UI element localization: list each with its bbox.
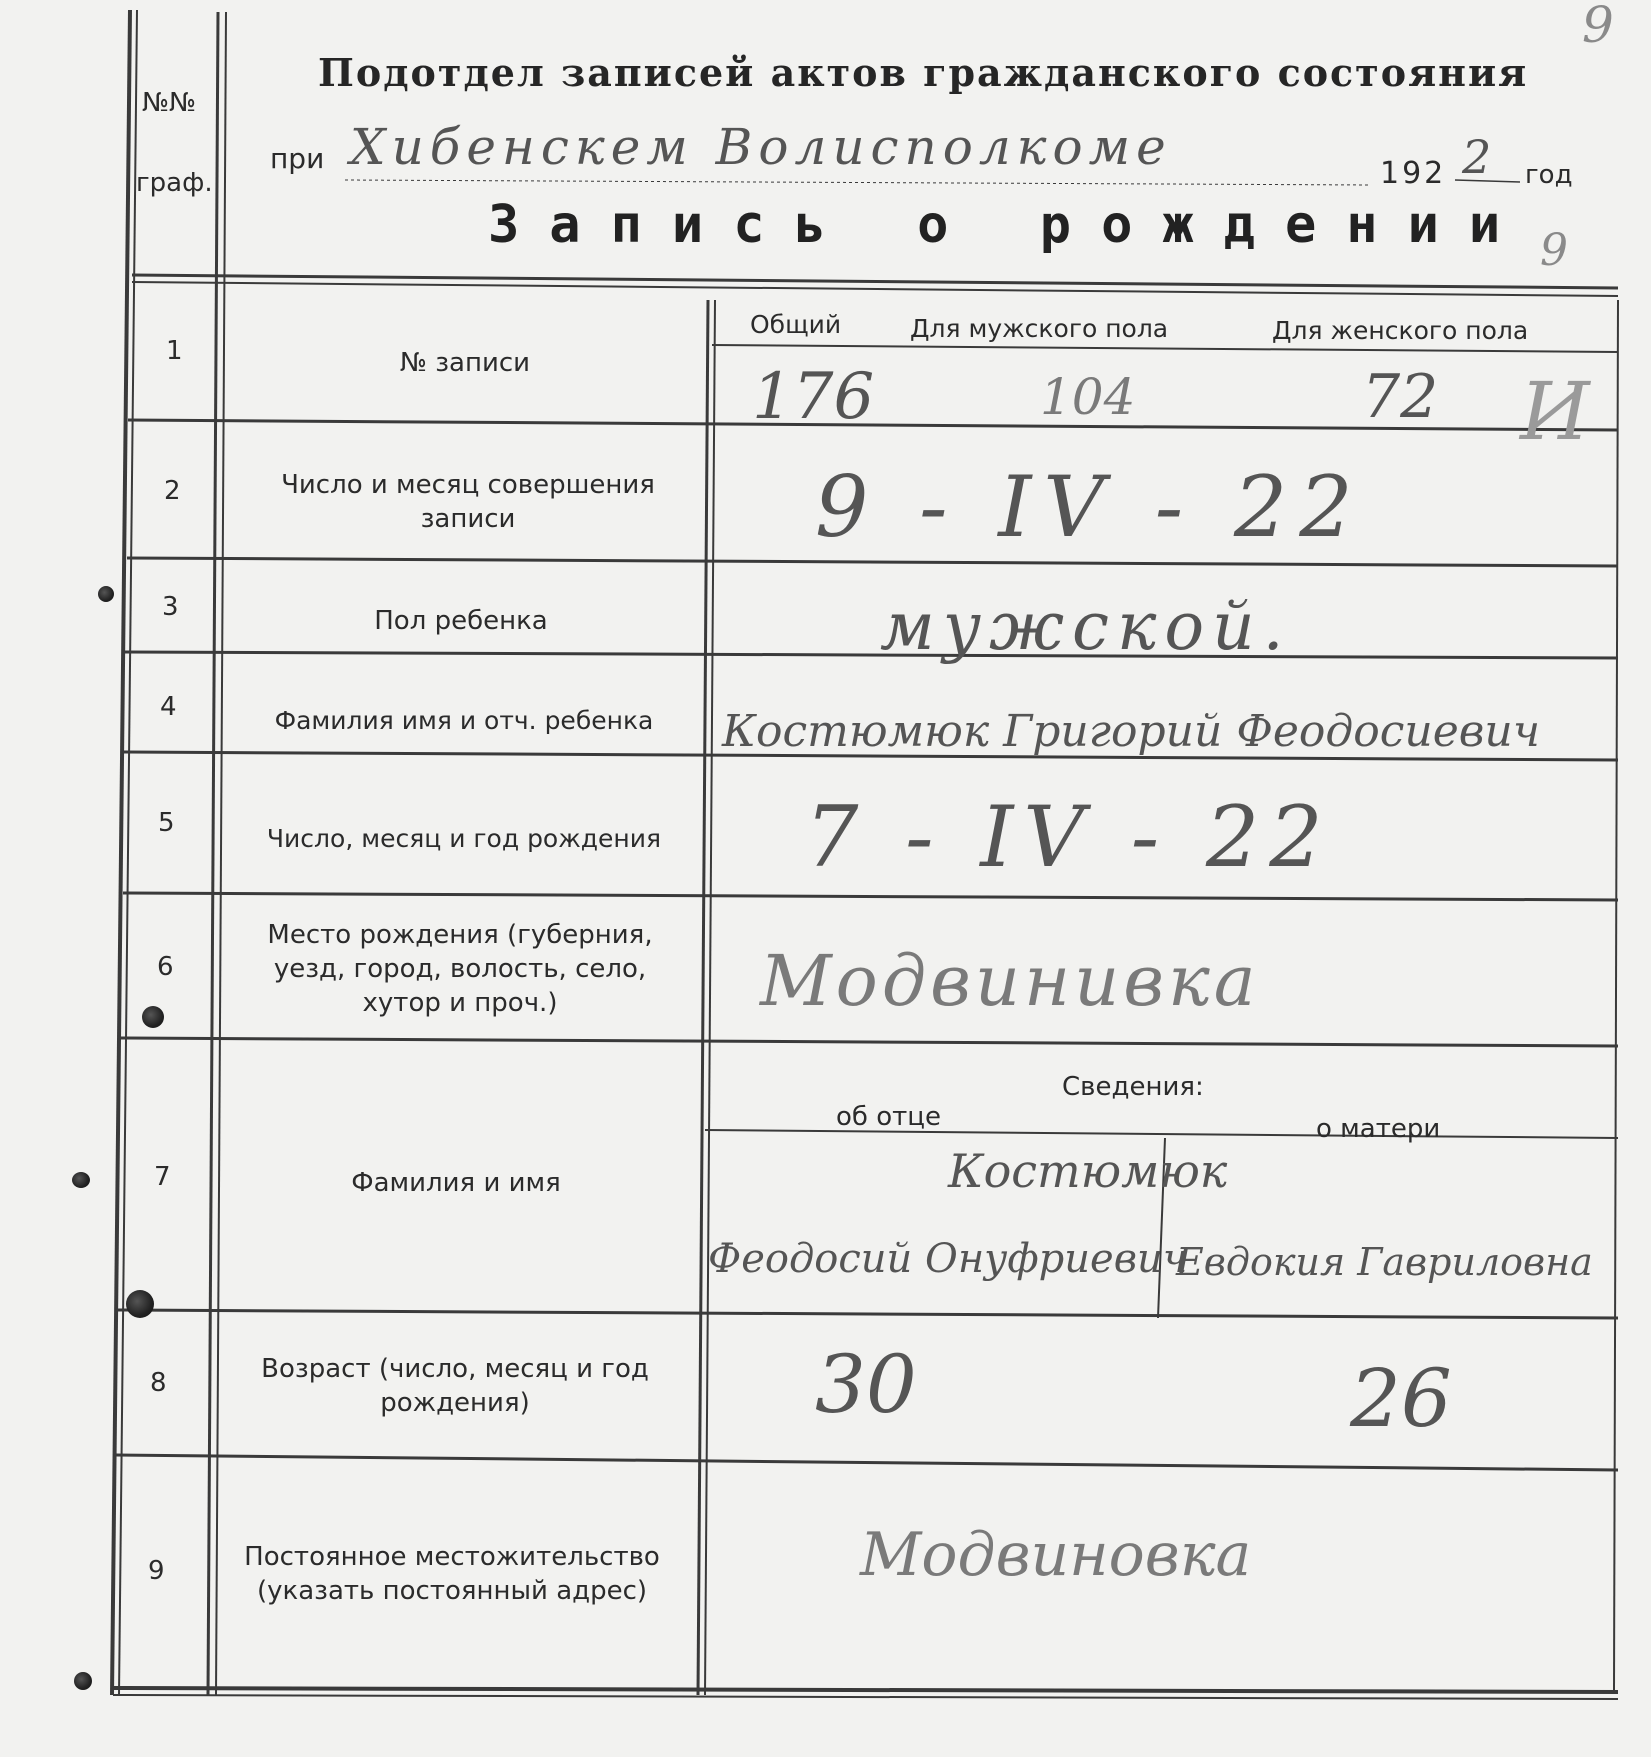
- birth-date-value: 7 - IV - 22: [805, 788, 1333, 886]
- record-number-general-header: Общий: [750, 310, 842, 339]
- punch-hole: [72, 1172, 90, 1188]
- row-label-record-number: № записи: [399, 348, 531, 378]
- record-number-female-value: 72: [1362, 362, 1439, 432]
- row-label-age: Возраст (число, месяц и год рождения): [261, 1354, 649, 1418]
- punch-hole: [126, 1290, 154, 1318]
- row-number-1: 1: [166, 336, 183, 366]
- info-section-title: Сведения:: [1062, 1072, 1204, 1102]
- punch-hole: [98, 586, 114, 602]
- row-label-record-date: Число и месяц совершения записи: [281, 470, 655, 534]
- record-date-value: 9 - IV - 22: [815, 458, 1365, 556]
- corner-number-top: 9: [1582, 0, 1614, 54]
- record-number-male-header: Для мужского пола: [910, 314, 1169, 343]
- record-title: Запись о рождении: [488, 195, 1531, 255]
- year-suffix-handwritten: 2: [1462, 130, 1492, 184]
- row-number-7: 7: [154, 1162, 171, 1192]
- archive-mark: И: [1520, 365, 1590, 458]
- row-label-residence: Постоянное местожительство (указать постоянный адрес): [244, 1542, 660, 1606]
- row-label-full-name: Фамилия и имя: [351, 1168, 561, 1198]
- form-title: Подотдел записей актов гражданского состояния: [318, 50, 1529, 95]
- residence-value: Модвиновка: [860, 1520, 1252, 1590]
- row-number-2: 2: [164, 476, 181, 506]
- mother-info-label: о матери: [1316, 1114, 1441, 1144]
- row-number-5: 5: [158, 808, 175, 838]
- row-label-birth-place: Место рождения (губерния, уезд, город, волость, село, хутор и проч.): [267, 920, 653, 1018]
- row-number-4: 4: [160, 692, 177, 722]
- surname-value: Костюмюк: [948, 1144, 1228, 1198]
- row-label-birth-date: Число, месяц и год рождения: [266, 824, 662, 853]
- father-name-value: Феодосий Онуфриевич: [708, 1236, 1188, 1282]
- row-label-child-sex: Пол ребенка: [374, 606, 548, 636]
- row-number-9: 9: [148, 1556, 165, 1586]
- row-number-3: 3: [162, 592, 179, 622]
- year-prefix: 192: [1380, 156, 1447, 191]
- pri-value-handwritten: Хибенскем Волисполкоме: [350, 118, 1172, 176]
- row-label-child-name: Фамилия имя и отч. ребенка: [274, 706, 654, 735]
- mother-age-value: 26: [1350, 1352, 1452, 1445]
- punch-hole: [142, 1006, 164, 1028]
- birth-place-value: Модвинивка: [760, 940, 1260, 1022]
- mother-name-value: Евдокия Гавриловна: [1176, 1240, 1593, 1284]
- father-info-label: об отце: [836, 1102, 941, 1132]
- column-number-label-top: №№: [142, 88, 197, 118]
- child-sex-value: мужской.: [880, 588, 1292, 665]
- father-age-value: 30: [815, 1338, 917, 1431]
- record-number-male-value: 104: [1040, 368, 1136, 426]
- row-number-6: 6: [157, 952, 174, 982]
- punch-hole: [74, 1672, 92, 1690]
- child-name-value: Костюмюк Григорий Феодосиевич: [722, 706, 1541, 757]
- corner-number-side: 9: [1540, 225, 1568, 276]
- record-number-female-header: Для женского пола: [1272, 316, 1529, 345]
- year-label: год: [1525, 160, 1573, 190]
- column-number-label-bottom: граф.: [136, 168, 213, 198]
- record-number-general-value: 176: [752, 360, 875, 434]
- pri-label: при: [270, 142, 325, 175]
- row-number-8: 8: [150, 1368, 167, 1398]
